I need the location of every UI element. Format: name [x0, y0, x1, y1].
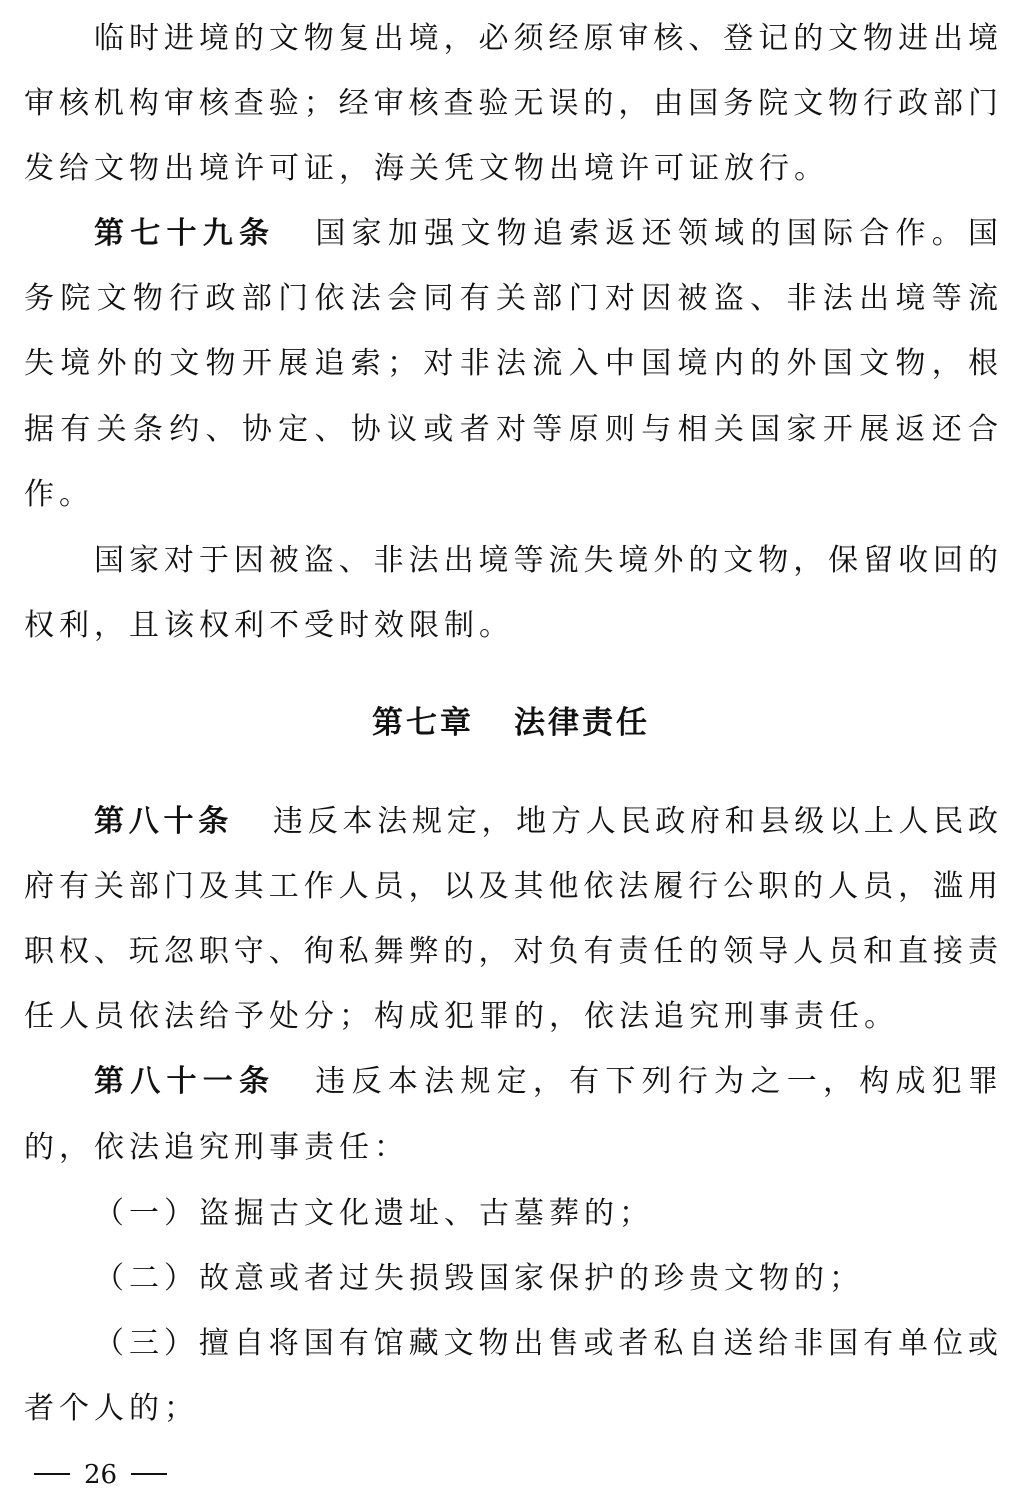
list-item: （一）盗掘古文化遗址、古墓葬的；: [94, 1196, 654, 1231]
article-79-heading: 第七十九条: [94, 216, 276, 251]
chapter-heading: [0, 698, 1022, 748]
article-79-first-line: [94, 209, 998, 259]
text-line: 据有关条约、协定、协议或者对等原则与相关国家开展返还合: [24, 412, 998, 447]
chapter-title: 法律责任: [514, 705, 650, 741]
list-item: （二）故意或者过失损毁国家保护的珍贵文物的；: [94, 1261, 864, 1296]
text-line: 作。: [24, 477, 94, 512]
right-dash: [131, 1473, 167, 1475]
page-footer: [34, 1455, 167, 1495]
article-81-heading: 第八十一条: [94, 1064, 276, 1099]
text-line: 发给文物出境许可证，海关凭文物出境许可证放行。: [24, 151, 829, 186]
text-line: 失境外的文物开展追索；对非法流入中国境内的外国文物，根: [24, 346, 998, 381]
left-dash: [34, 1473, 70, 1475]
text-line: 职权、玩忽职守、徇私舞弊的，对负有责任的领导人员和直接责: [24, 934, 998, 969]
list-item: （三）擅自将国有馆藏文物出售或者私自送给非国有单位或: [94, 1326, 998, 1361]
text-line: 者个人的；: [24, 1391, 199, 1426]
text-line: 权利，且该权利不受时效限制。: [24, 608, 514, 643]
text-line: 府有关部门及其工作人员，以及其他依法履行公职的人员，滥用: [24, 869, 998, 904]
chapter-number: 第七章: [372, 705, 474, 741]
page-number: 26: [84, 1460, 118, 1490]
text-line: 国家对于因被盗、非法出境等流失境外的文物，保留收回的: [94, 543, 998, 578]
text-line: 国家加强文物追索返还领域的国际合作。国: [315, 216, 999, 251]
text-line: 任人员依法给予处分；构成犯罪的，依法追究刑事责任。: [24, 999, 899, 1034]
article-80-first-line: [94, 797, 998, 847]
text-line: 务院文物行政部门依法会同有关部门对因被盗、非法出境等流: [24, 281, 998, 316]
article-80-heading: 第八十条: [94, 804, 233, 839]
text-line: 违反本法规定，地方人民政府和县级以上人民政: [273, 804, 998, 839]
text-line: 违反本法规定，有下列行为之一，构成犯罪: [315, 1064, 999, 1099]
text-line: 的，依法追究刑事责任：: [24, 1130, 409, 1165]
text-line: 审核机构审核查验；经审核查验无误的，由国务院文物行政部门: [24, 86, 998, 121]
text-line: 临时进境的文物复出境，必须经原审核、登记的文物进出境: [94, 21, 998, 56]
article-81-first-line: [94, 1057, 998, 1107]
